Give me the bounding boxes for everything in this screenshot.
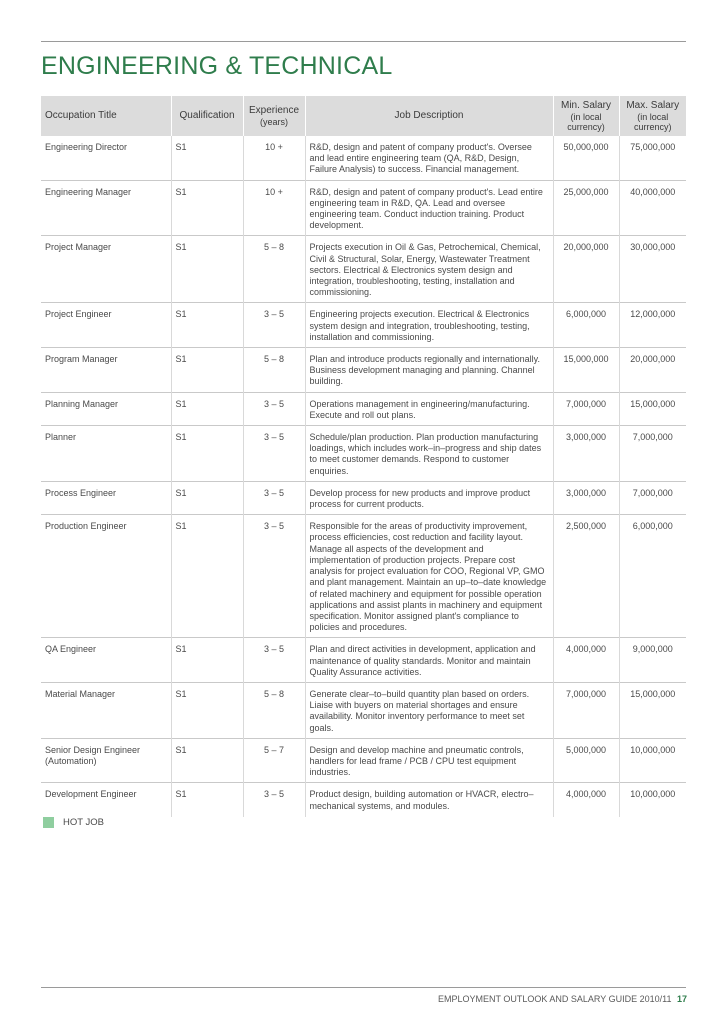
cell-max-salary: 7,000,000 [619,426,686,482]
cell-description: Responsible for the areas of productivity improvement, process efficiencies, cost reduction and facility layout. Manage all aspects of the development and implementation of production projects. Prepare cost analysis for project evaluation for COO, Regional VP, GMO and plant management. Maintain an up–to–date knowledge of related machinery and equipment for possible operation applications and assist plants in machinery and equipment specification. Monitor assigned plant's compliance to policies and procedures. [305,515,553,638]
cell-max-salary: 15,000,000 [619,392,686,425]
table-row [41,515,686,638]
table-row [41,136,686,180]
cell-experience: 5 – 8 [243,236,305,303]
cell-qualification: S1 [171,426,243,482]
cell-description: Develop process for new products and improve product process for current products. [305,481,553,514]
cell-qualification: S1 [171,303,243,348]
cell-description: Projects execution in Oil & Gas, Petrochemical, Chemical, Civil & Structural, Solar, Energy, Wastewater Treatment sectors. Electrical & Electronics system design and integration, troubleshooting, testing, installation and commissioning. [305,236,553,303]
header-qualification: Qualification [171,96,243,136]
cell-max-salary: 10,000,000 [619,738,686,783]
cell-min-salary: 7,000,000 [553,682,619,738]
cell-description: Operations management in engineering/manufacturing. Execute and roll out plans. [305,392,553,425]
cell-experience: 5 – 7 [243,738,305,783]
cell-max-salary: 75,000,000 [619,136,686,180]
top-divider [41,41,686,42]
table-row [41,682,686,738]
salary-table [41,96,686,817]
cell-experience: 3 – 5 [243,392,305,425]
cell-description: Design and develop machine and pneumatic controls, handlers for lead frame / PCB / CPU test equipment industries. [305,738,553,783]
page-number: 17 [676,994,687,1004]
cell-description: Plan and introduce products regionally and internationally. Business development managing and planning. Channel building. [305,348,553,393]
cell-min-salary: 25,000,000 [553,180,619,236]
cell-qualification: S1 [171,392,243,425]
header-min-salary-label: Min. Salary [560,100,611,111]
table-row [41,236,686,303]
table-row [41,348,686,393]
footer-text: EMPLOYMENT OUTLOOK AND SALARY GUIDE 2010/11 [438,994,672,1004]
cell-description: Plan and direct activities in development, application and maintenance of quality standards. Monitor and maintain Quality Assurance activities. [305,638,553,683]
cell-min-salary: 20,000,000 [553,236,619,303]
hot-job-label: HOT JOB [63,817,104,828]
cell-max-salary: 6,000,000 [619,515,686,638]
cell-max-salary: 20,000,000 [619,348,686,393]
header-description: Job Description [305,96,553,136]
cell-title: Material Manager [41,682,171,738]
cell-description: Product design, building automation or HVACR, electro–mechanical systems, and modules. [305,783,553,817]
header-min-salary [553,96,619,136]
cell-experience: 3 – 5 [243,783,305,817]
header-min-salary-sub: (in local currency) [567,112,605,132]
cell-max-salary: 10,000,000 [619,783,686,817]
cell-title: Senior Design Engineer (Automation) [41,738,171,783]
table-row [41,481,686,514]
cell-description: R&D, design and patent of company product's. Oversee and lead entire engineering team (QA, R&D, Design, Failure Analysis) to success. Financial management. [305,136,553,180]
header-experience [243,96,305,136]
header-max-salary-sub: (in local currency) [633,112,672,132]
page-title: ENGINEERING & TECHNICAL [41,52,393,80]
cell-experience: 10 + [243,180,305,236]
cell-qualification: S1 [171,783,243,817]
header-occupation: Occupation Title [41,96,171,136]
cell-experience: 3 – 5 [243,426,305,482]
cell-description: Generate clear–to–build quantity plan based on orders. Liaise with buyers on material shortages and ensure availability. Monitor inventory performance to meet set goals. [305,682,553,738]
cell-qualification: S1 [171,515,243,638]
cell-description: Engineering projects execution. Electrical & Electronics system design and integration, troubleshooting, testing, installation and commissioning. [305,303,553,348]
cell-experience: 3 – 5 [243,303,305,348]
cell-max-salary: 12,000,000 [619,303,686,348]
cell-experience: 5 – 8 [243,682,305,738]
page-footer [438,994,687,1004]
cell-title: Engineering Director [45,142,128,152]
table-row [41,426,686,482]
cell-experience: 3 – 5 [243,515,305,638]
cell-min-salary: 2,500,000 [553,515,619,638]
cell-title: Planning Manager [41,392,171,425]
cell-experience: 3 – 5 [243,638,305,683]
cell-max-salary: 9,000,000 [619,638,686,683]
cell-qualification: S1 [171,136,243,180]
cell-title: Development Engineer [41,783,171,817]
cell-experience: 3 – 5 [243,481,305,514]
cell-description: Schedule/plan production. Plan production manufacturing loadings, which includes work–in–progress and ship dates to meet customer demands. Respond to customer enquiries. [305,426,553,482]
table-row [41,638,686,683]
cell-min-salary: 4,000,000 [553,638,619,683]
header-experience-sub: (years) [259,117,288,127]
cell-qualification: S1 [171,236,243,303]
table-row [41,180,686,236]
table-row [41,303,686,348]
hot-job-swatch-icon [43,817,54,828]
cell-max-salary: 7,000,000 [619,481,686,514]
cell-title: QA Engineer [41,638,171,683]
cell-min-salary: 6,000,000 [553,303,619,348]
cell-min-salary: 3,000,000 [553,426,619,482]
cell-title: Planner [41,426,171,482]
cell-qualification: S1 [171,348,243,393]
cell-title: Engineering Manager [41,180,171,236]
bottom-divider [41,987,686,988]
cell-min-salary: 7,000,000 [553,392,619,425]
table-row [41,392,686,425]
cell-max-salary: 15,000,000 [619,682,686,738]
header-experience-label: Experience [248,105,300,116]
cell-min-salary: 15,000,000 [553,348,619,393]
cell-max-salary: 30,000,000 [619,236,686,303]
table-header-row [41,96,686,136]
cell-qualification: S1 [171,638,243,683]
cell-min-salary: 5,000,000 [553,738,619,783]
cell-min-salary: 50,000,000 [553,136,619,180]
table-row [41,783,686,817]
cell-title: Project Manager [41,236,171,303]
cell-qualification: S1 [171,180,243,236]
cell-experience: 5 – 8 [243,348,305,393]
cell-qualification: S1 [171,682,243,738]
cell-min-salary: 3,000,000 [553,481,619,514]
header-max-salary [619,96,686,136]
cell-description: R&D, design and patent of company product's. Lead entire engineering team in R&D, QA. Lead and oversee engineering team. Conduct induction training. Product development. [305,180,553,236]
header-max-salary-label: Max. Salary [626,100,680,111]
cell-qualification: S1 [171,481,243,514]
cell-min-salary: 4,000,000 [553,783,619,817]
cell-max-salary: 40,000,000 [619,180,686,236]
cell-title: Project Engineer [41,303,171,348]
cell-title: Process Engineer [41,481,171,514]
cell-title: Program Manager [41,348,171,393]
table-row [41,738,686,783]
cell-title: Production Engineer [41,515,171,638]
cell-qualification: S1 [171,738,243,783]
cell-experience: 10 + [243,136,305,180]
